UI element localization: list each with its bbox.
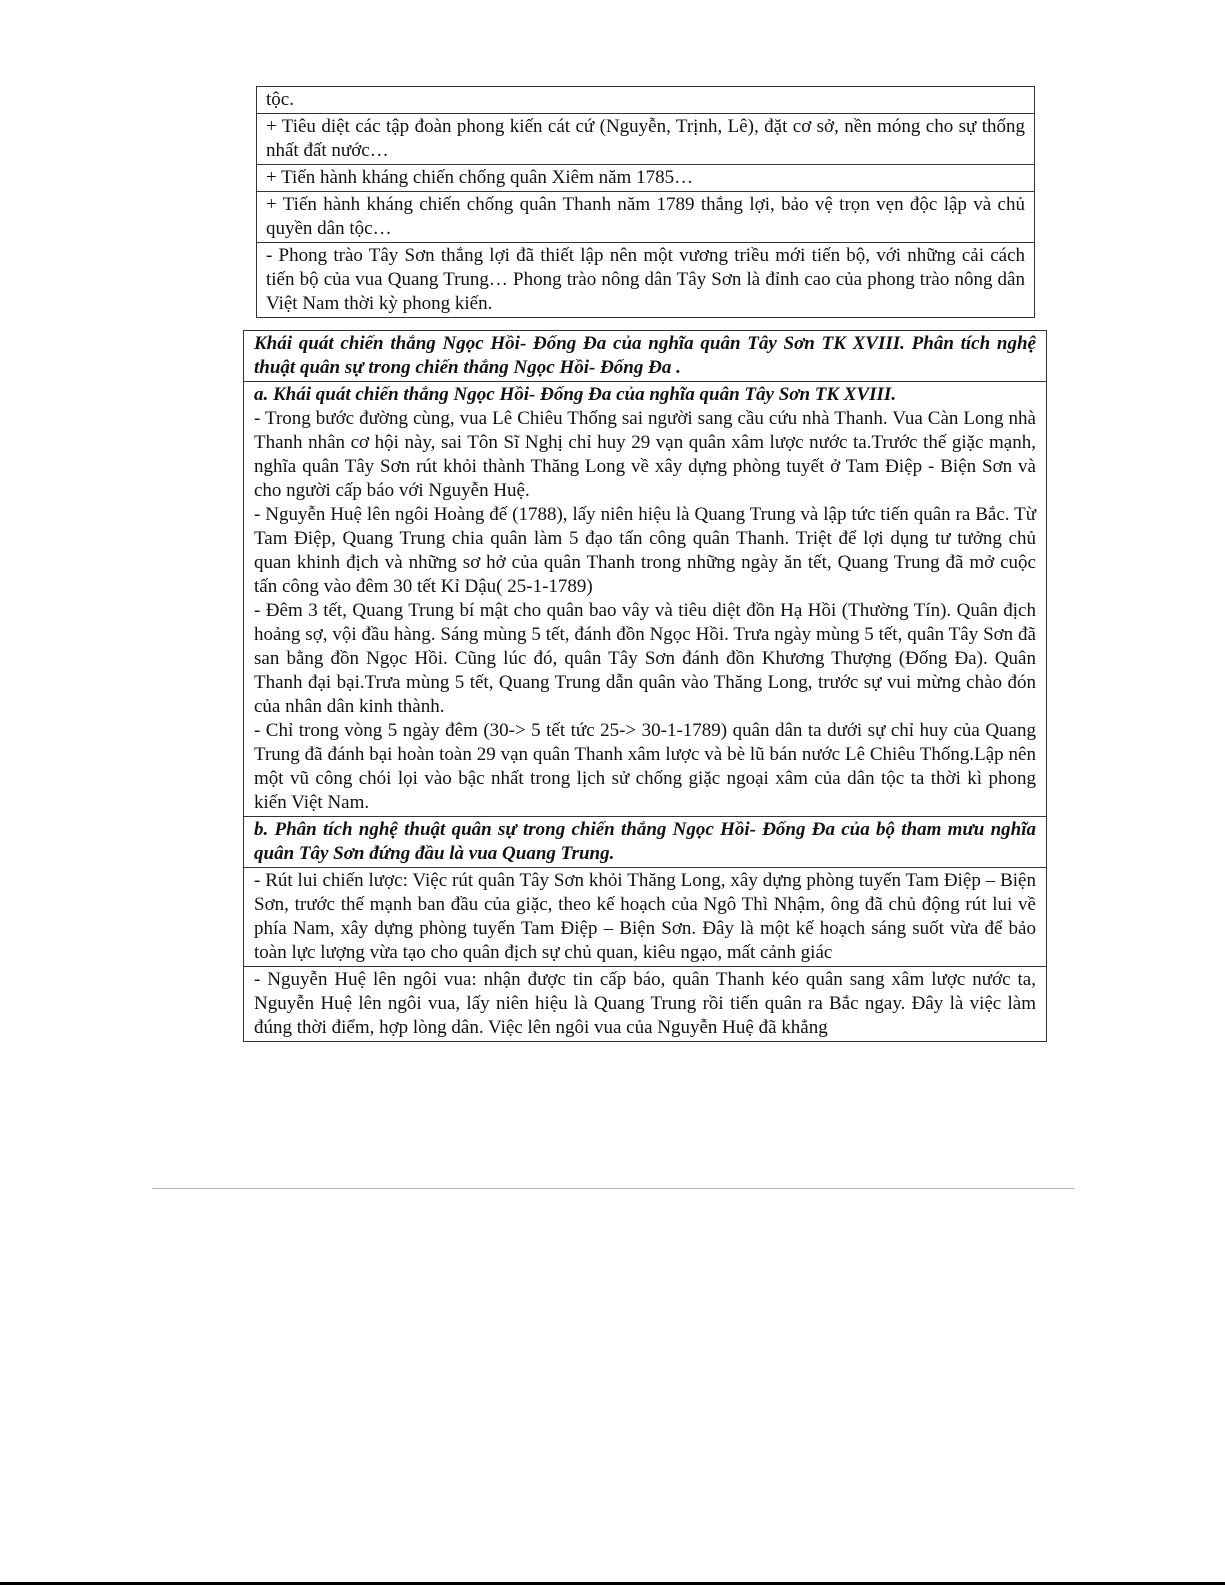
section-a-paragraph-3: - Đêm 3 tết, Quang Trung bí mật cho quân bao vây và tiêu diệt đồn Hạ Hồi (Thường Tín). Quân địch hoảng sợ, vội đầu hàng. Sáng mùng 5 tết, đánh đồn Ngọc Hồi. Trưa ngày mùng 5 tết, quân Tây Sơn đã san bằng đồn Ngọc Hồi. Cũng lúc đó, quân Tây Sơn đánh đồn Khương Thượng (Đống Đa). Quân Thanh đại bại.Trưa mùng 5 tết, Quang Trung dẫn quân vào Thăng Long, trước sự vui mừng chào đón của nhân dân kinh thành. [254,600,1036,717]
table-cell: + Tiến hành kháng chiến chống quân Thanh năm 1789 thắng lợi, bảo vệ trọn vẹn độc lập và chủ quyền dân tộc… [257,192,1035,243]
page-divider [152,1188,1074,1189]
table-cell: - Phong trào Tây Sơn thắng lợi đã thiết lập nên một vương triều mới tiến bộ, với những cải cách tiến bộ của vua Quang Trung… Phong trào nông dân Tây Sơn là đỉnh cao của phong trào nông dân Việt Nam thời kỳ phong kiến. [257,243,1035,318]
section-a-paragraph-2: - Nguyễn Huệ lên ngôi Hoàng đế (1788), lấy niên hiệu là Quang Trung và lập tức tiến quân ra Bắc. Từ Tam Điệp, Quang Trung chia quân làm 5 đạo tấn công quân Thanh. Triệt để lợi dụng tư tưởng chủ quan khinh địch và những sơ hở của quân Thanh trong những ngày ăn tết, Quang Trung đã mở cuộc tấn công vào đêm 30 tết Kỉ Dậu( 25-1-1789) [254,504,1036,597]
table-top-continuation [256,86,1035,318]
question-heading: Khái quát chiến thắng Ngọc Hồi- Đống Đa của nghĩa quân Tây Sơn TK XVIII. Phân tích nghệ thuật quân sự trong chiến thắng Ngọc Hồi- Đống Đa . [244,331,1047,382]
section-b-heading: b. Phân tích nghệ thuật quân sự trong chiến thắng Ngọc Hồi- Đống Đa của bộ tham mưu nghĩa quân Tây Sơn đứng đầu là vua Quang Trung. [244,817,1047,868]
section-a-paragraph-4: - Chỉ trong vòng 5 ngày đêm (30-> 5 tết tức 25-> 30-1-1789) quân dân ta dưới sự chỉ huy của Quang Trung đã đánh bại hoàn toàn 29 vạn quân Thanh xâm lược và bè lũ bán nước Lê Chiêu Thống.Lập nên một vũ công chói lọi vào bậc nhất trong lịch sử chống giặc ngoại xâm của dân tộc ta thời kì phong kiến Việt Nam. [254,720,1036,813]
table-question-answer [243,330,1047,1042]
table-row-section-b-heading [244,817,1047,868]
table-row-section-a [244,382,1047,817]
table-row [257,87,1035,114]
table-row-question [244,331,1047,382]
table-row [257,192,1035,243]
section-a-paragraph-1: - Trong bước đường cùng, vua Lê Chiêu Thống sai người sang cầu cứu nhà Thanh. Vua Càn Long nhà Thanh nhân cơ hội này, sai Tôn Sĩ Nghị chỉ huy 29 vạn quân xâm lược nước ta.Trước thế giặc mạnh, nghĩa quân Tây Sơn rút khỏi thành Thăng Long về xây dựng phòng tuyết ở Tam Điệp - Biện Sơn và cho người cấp báo với Nguyễn Huệ. [254,408,1036,501]
section-b-paragraph-1: - Rút lui chiến lược: Việc rút quân Tây Sơn khỏi Thăng Long, xây dựng phòng tuyến Tam Điệp – Biện Sơn, trước thế mạnh ban đầu của giặc, theo kế hoạch của Ngô Thì Nhậm, ông đã chủ động rút lui về phía Nam, xây dựng phòng tuyến Tam Điệp – Biện Sơn. Đây là một kế hoạch sáng suốt vừa để bảo toàn lực lượng vừa tạo cho quân địch sự chủ quan, kiêu ngạo, mất cảnh giác [244,868,1047,967]
table-row [257,114,1035,165]
table-row [257,165,1035,192]
table-row [244,868,1047,967]
section-b-cell-2 [244,967,1047,1042]
table-row [257,243,1035,318]
table-cell: + Tiến hành kháng chiến chống quân Xiêm năm 1785… [257,165,1035,192]
section-a-heading: a. Khái quát chiến thắng Ngọc Hồi- Đống Đa của nghĩa quân Tây Sơn TK XVIII. [254,384,897,405]
table-cell: + Tiêu diệt các tập đoàn phong kiến cát cứ (Nguyễn, Trịnh, Lê), đặt cơ sở, nền móng cho sự thống nhất đất nước… [257,114,1035,165]
table-row [244,967,1047,1042]
section-a-cell [244,382,1047,817]
table-cell: tộc. [257,87,1035,114]
section-b-paragraph-2: - Nguyễn Huệ lên ngôi vua: nhận được tin cấp báo, quân Thanh kéo quân sang xâm lược nước ta, Nguyễn Huệ lên ngôi vua, lấy niên hiệu là Quang Trung rồi tiến quân ra Bắc ngay. Đây là việc làm đúng thời điểm, hợp lòng dân. Việc lên ngôi vua của Nguyễn Huệ đã khẳng [254,969,1036,1038]
